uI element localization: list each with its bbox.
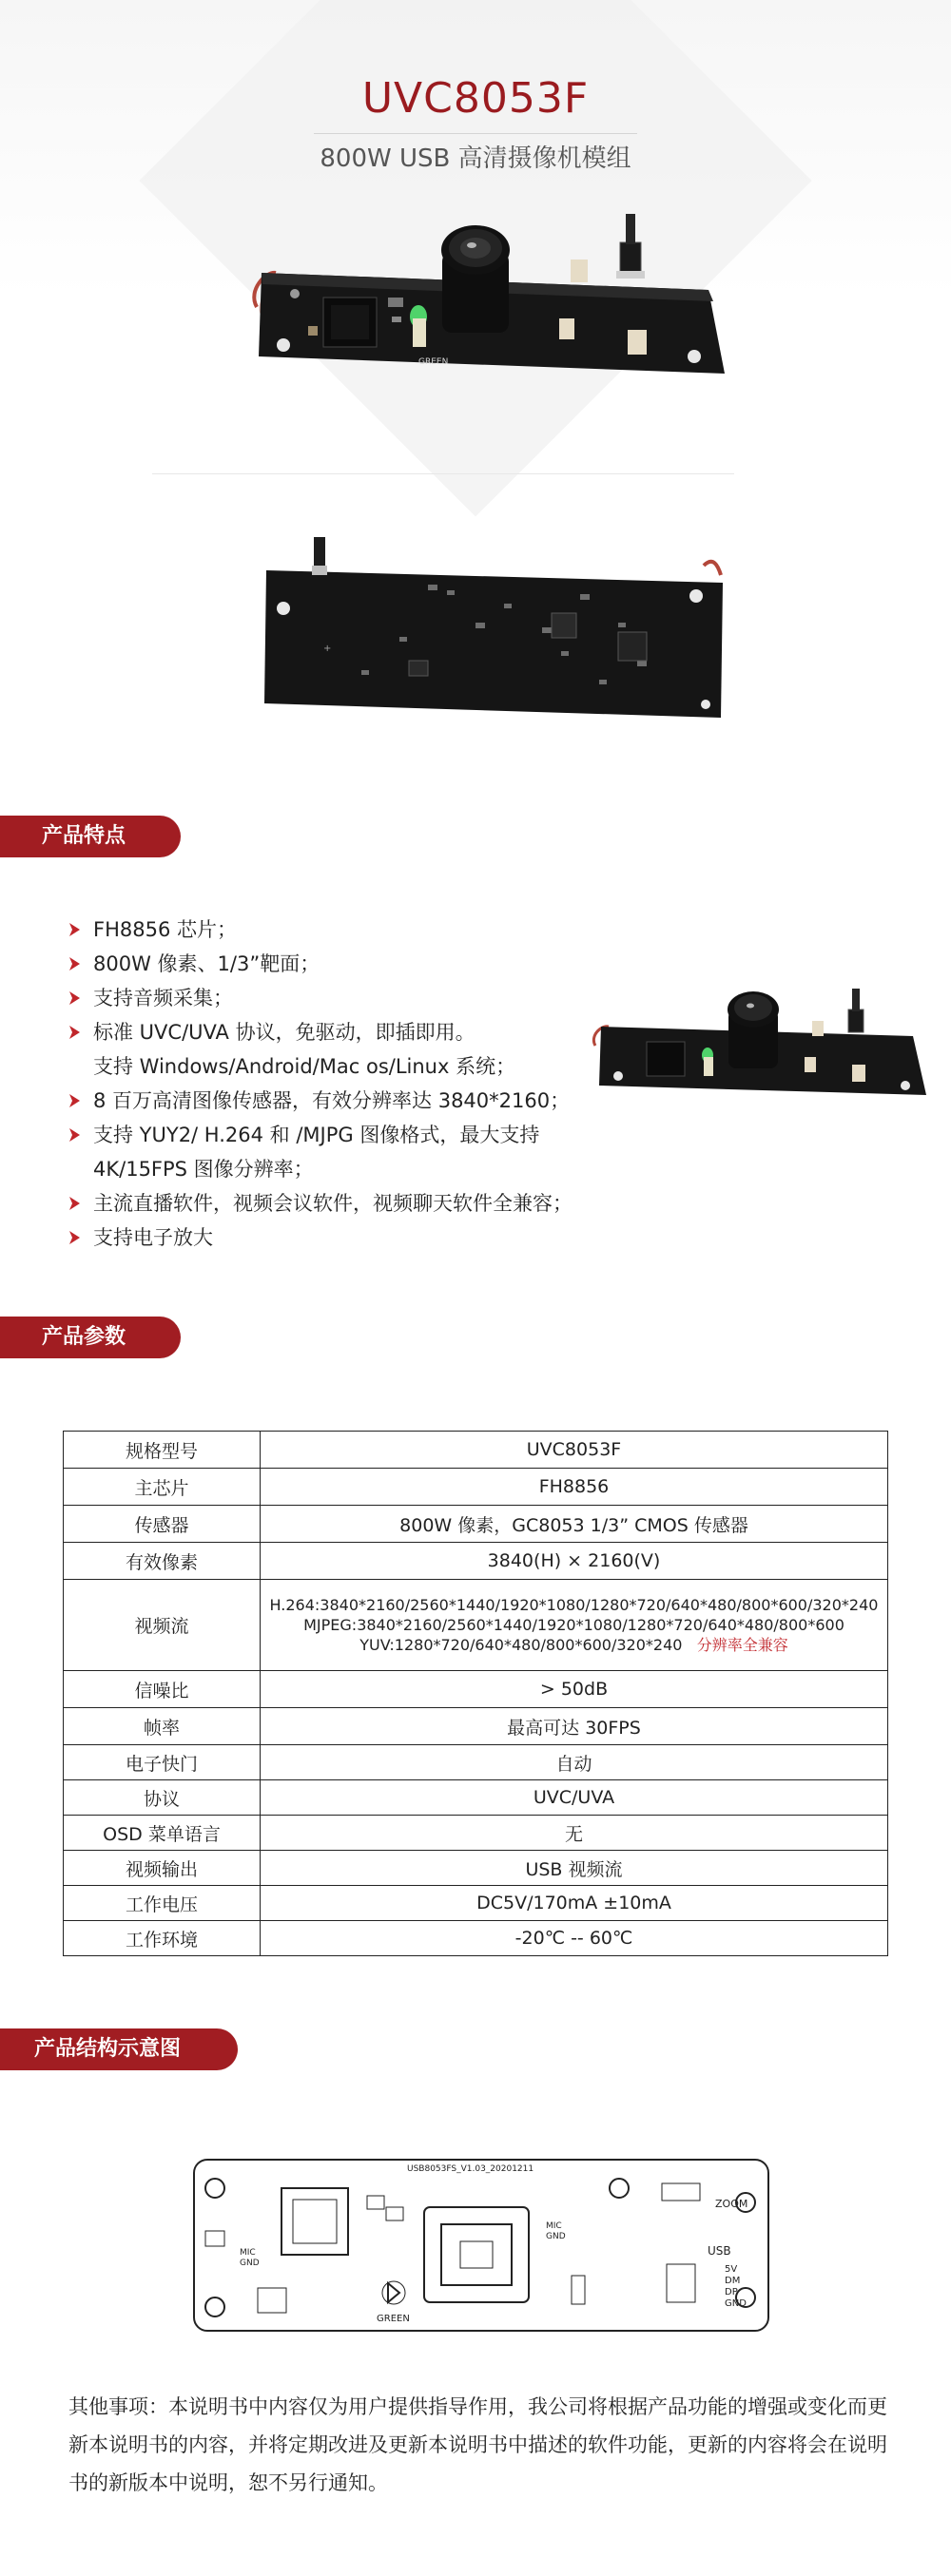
table-row xyxy=(64,1886,888,1921)
feature-item xyxy=(67,1118,609,1152)
arrow-icon xyxy=(67,1118,86,1152)
feature-text: 支持电子放大 xyxy=(93,1226,213,1249)
arrow-icon xyxy=(67,1221,86,1255)
pin-dm: DM xyxy=(725,2276,741,2286)
table-row xyxy=(64,1816,888,1851)
board-front-photo xyxy=(238,214,732,404)
pin-gnd: GND xyxy=(725,2298,747,2309)
feature-text: 标准 UVC/UVA 协议，免驱动，即插即用。 xyxy=(93,1021,476,1044)
arrow-icon xyxy=(67,947,86,981)
diagram-green-label: GREEN xyxy=(377,2314,410,2324)
product-title: UVC8053F xyxy=(361,74,590,123)
feature-subtext: 支持 Windows/Android/Mac os/Linux 系统； xyxy=(93,1055,516,1078)
param-value: 3840(H) × 2160(V) xyxy=(261,1543,888,1580)
feature-item xyxy=(67,1221,609,1255)
param-value: DC5V/170mA ±10mA xyxy=(261,1886,888,1921)
title-divider xyxy=(314,133,637,134)
arrow-icon xyxy=(67,981,86,1015)
svg-text:MIC: MIC xyxy=(240,2248,256,2258)
feature-text: 支持音频采集； xyxy=(93,987,233,1009)
feature-text: 800W 像素、1/3”靶面； xyxy=(93,952,320,975)
feature-item xyxy=(67,913,609,947)
feature-item xyxy=(67,1084,609,1118)
arrow-icon xyxy=(67,913,86,947)
param-key: 信噪比 xyxy=(64,1671,261,1708)
video-stream-note: 分辨率全兼容 xyxy=(696,1636,788,1654)
feature-item xyxy=(67,1015,609,1049)
feature-item xyxy=(67,1186,609,1221)
param-value: -20℃ -- 60℃ xyxy=(261,1921,888,1956)
param-key: OSD 菜单语言 xyxy=(64,1816,261,1851)
table-row xyxy=(64,1780,888,1816)
svg-text:GND: GND xyxy=(240,2259,260,2268)
notice-text: 其他事项：本说明书中内容仅为用户提供指导作用，我公司将根据产品功能的增强或变化而更新本说明书的内容，并将定期改进及更新本说明书中描述的软件功能，更新的内容将会在说明书的新版本中说明，恕不另行通知。 xyxy=(68,2395,887,2494)
table-row xyxy=(64,1580,888,1671)
feature-text: 主流直播软件，视频会议软件，视频聊天软件全兼容； xyxy=(93,1192,573,1215)
arrow-icon xyxy=(67,1084,86,1118)
diagram-zoom-label: ZOOM xyxy=(715,2198,748,2210)
param-key: 电子快门 xyxy=(64,1745,261,1780)
diagram-usb-label: USB xyxy=(708,2244,731,2258)
param-value: 800W 像素，GC8053 1/3” CMOS 传感器 xyxy=(261,1506,888,1543)
arrow-icon xyxy=(67,1186,86,1221)
svg-text:GND: GND xyxy=(546,2232,566,2241)
board-back-photo xyxy=(257,537,732,727)
table-row xyxy=(64,1708,888,1745)
table-row xyxy=(64,1469,888,1506)
section-tab-structure: 产品结构示意图 xyxy=(0,2028,238,2070)
param-key: 视频输出 xyxy=(64,1851,261,1886)
table-row xyxy=(64,1543,888,1580)
section-tab-features: 产品特点 xyxy=(0,816,181,857)
table-row xyxy=(64,1921,888,1956)
param-key: 有效像素 xyxy=(64,1543,261,1580)
param-key: 主芯片 xyxy=(64,1469,261,1506)
video-stream-yuv-line xyxy=(264,1635,883,1655)
param-key: 传感器 xyxy=(64,1506,261,1543)
feature-list xyxy=(67,913,609,1255)
param-table xyxy=(63,1431,888,1956)
table-row xyxy=(64,1671,888,1708)
diagram-version-label: USB8053FS_V1.03_20201211 xyxy=(407,2164,534,2174)
product-subtitle: 800W USB 高清摄像机模组 xyxy=(320,144,631,173)
param-key: 协议 xyxy=(64,1780,261,1816)
photo-divider xyxy=(152,473,734,474)
feature-subtext: 4K/15FPS 图像分辨率； xyxy=(93,1158,314,1181)
param-key: 视频流 xyxy=(64,1580,261,1671)
param-value: 最高可达 30FPS xyxy=(261,1708,888,1745)
param-value: > 50dB xyxy=(261,1671,888,1708)
param-value: 自动 xyxy=(261,1745,888,1780)
structure-diagram xyxy=(186,2150,776,2340)
param-key: 帧率 xyxy=(64,1708,261,1745)
feature-item xyxy=(67,981,609,1015)
param-value: UVC8053F xyxy=(261,1432,888,1469)
pin-5v: 5V xyxy=(725,2264,738,2275)
video-stream-mjpeg: MJPEG:3840*2160/2560*1440/1920*1080/1280*720/640*480/800*600 xyxy=(303,1616,844,1634)
table-row xyxy=(64,1432,888,1469)
arrow-icon xyxy=(67,1015,86,1049)
video-stream-h264: H.264:3840*2160/2560*1440/1920*1080/1280*720/640*480/800*600/320*240 xyxy=(269,1596,879,1614)
feature-text: FH8856 芯片； xyxy=(93,918,237,941)
param-key: 工作电压 xyxy=(64,1886,261,1921)
feature-text: 8 百万高清图像传感器，有效分辨率达 3840*2160； xyxy=(93,1089,571,1112)
board-side-photo xyxy=(590,989,932,1131)
svg-text:+: + xyxy=(323,644,332,654)
param-key: 规格型号 xyxy=(64,1432,261,1469)
table-row xyxy=(64,1851,888,1886)
pin-dp: DP xyxy=(725,2287,738,2297)
feature-text: 支持 YUY2/ H.264 和 /MJPG 图像格式，最大支持 xyxy=(93,1124,540,1146)
section-tab-params: 产品参数 xyxy=(0,1317,181,1358)
param-value: USB 视频流 xyxy=(261,1851,888,1886)
video-stream-yuv: YUV:1280*720/640*480/800*600/320*240 xyxy=(359,1636,683,1654)
table-row xyxy=(64,1745,888,1780)
green-led-label: GREEN xyxy=(418,357,449,367)
param-value: UVC/UVA xyxy=(261,1780,888,1816)
param-value: 无 xyxy=(261,1816,888,1851)
feature-item xyxy=(67,947,609,981)
table-row xyxy=(64,1506,888,1543)
param-key: 工作环境 xyxy=(64,1921,261,1956)
svg-text:MIC: MIC xyxy=(546,2221,562,2231)
param-value: FH8856 xyxy=(261,1469,888,1506)
param-value-video-stream xyxy=(261,1580,888,1671)
